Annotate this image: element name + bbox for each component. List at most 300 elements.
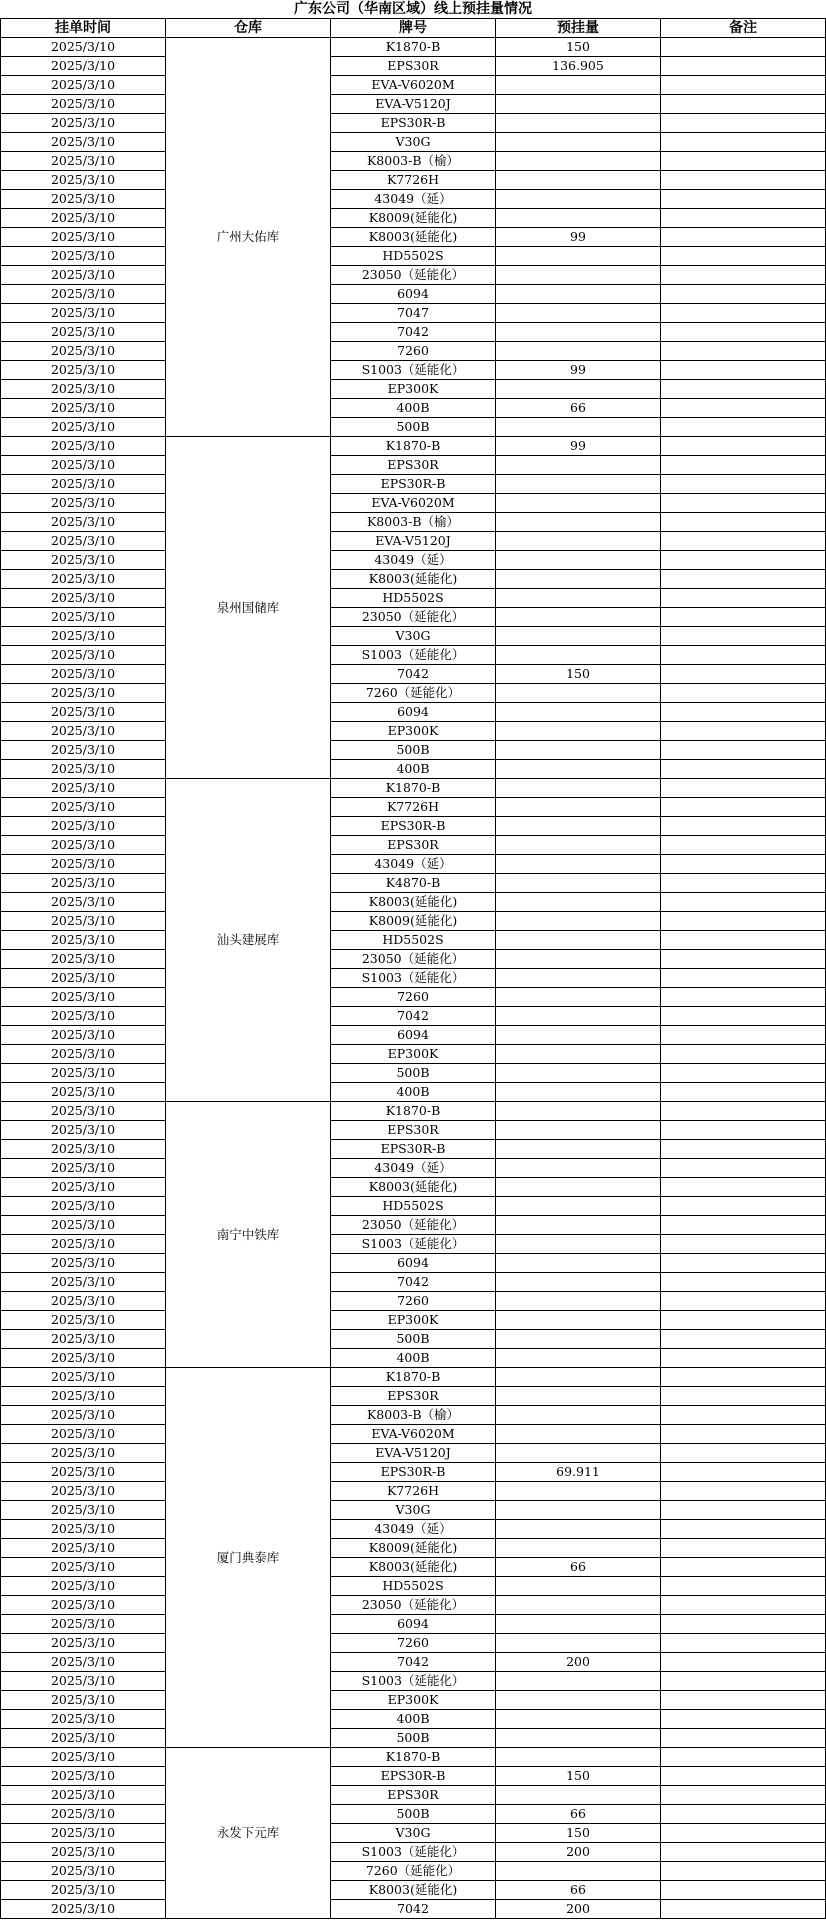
cell-date[interactable]: 2025/3/10 [1, 418, 166, 437]
cell-note[interactable] [661, 1197, 826, 1216]
cell-date[interactable]: 2025/3/10 [1, 950, 166, 969]
cell-grade[interactable]: EPS30R [331, 1786, 496, 1805]
cell-date[interactable]: 2025/3/10 [1, 1349, 166, 1368]
cell-grade[interactable]: 7047 [331, 304, 496, 323]
cell-grade[interactable]: 43049（延） [331, 1159, 496, 1178]
cell-quantity[interactable] [496, 190, 661, 209]
cell-date[interactable]: 2025/3/10 [1, 874, 166, 893]
cell-quantity[interactable] [496, 1121, 661, 1140]
cell-quantity[interactable] [496, 608, 661, 627]
cell-date[interactable]: 2025/3/10 [1, 1159, 166, 1178]
cell-quantity[interactable] [496, 304, 661, 323]
cell-date[interactable]: 2025/3/10 [1, 190, 166, 209]
cell-quantity[interactable] [496, 570, 661, 589]
cell-note[interactable] [661, 646, 826, 665]
cell-grade[interactable]: 23050（延能化） [331, 1596, 496, 1615]
cell-quantity[interactable] [496, 1539, 661, 1558]
cell-date[interactable]: 2025/3/10 [1, 76, 166, 95]
cell-grade[interactable]: EVA-V5120J [331, 532, 496, 551]
cell-note[interactable] [661, 684, 826, 703]
cell-grade[interactable]: S1003（延能化） [331, 1235, 496, 1254]
cell-note[interactable] [661, 950, 826, 969]
cell-date[interactable]: 2025/3/10 [1, 1482, 166, 1501]
cell-date[interactable]: 2025/3/10 [1, 817, 166, 836]
cell-quantity[interactable] [496, 1311, 661, 1330]
cell-quantity[interactable]: 66 [496, 1805, 661, 1824]
cell-date[interactable]: 2025/3/10 [1, 38, 166, 57]
cell-note[interactable] [661, 1729, 826, 1748]
cell-grade[interactable]: HD5502S [331, 1577, 496, 1596]
cell-note[interactable] [661, 1558, 826, 1577]
cell-date[interactable]: 2025/3/10 [1, 1121, 166, 1140]
cell-grade[interactable]: 6094 [331, 1254, 496, 1273]
cell-grade[interactable]: K8009(延能化) [331, 1539, 496, 1558]
cell-note[interactable] [661, 456, 826, 475]
cell-date[interactable]: 2025/3/10 [1, 1387, 166, 1406]
cell-grade[interactable]: 23050（延能化） [331, 608, 496, 627]
cell-note[interactable] [661, 1425, 826, 1444]
cell-note[interactable] [661, 361, 826, 380]
cell-warehouse[interactable]: 厦门典泰库 [166, 1368, 331, 1748]
cell-grade[interactable]: 7260 [331, 1292, 496, 1311]
cell-grade[interactable]: V30G [331, 1501, 496, 1520]
cell-grade[interactable]: 7042 [331, 1653, 496, 1672]
cell-grade[interactable]: K1870-B [331, 1368, 496, 1387]
cell-grade[interactable]: K8003(延能化) [331, 1558, 496, 1577]
cell-grade[interactable]: 7260 [331, 342, 496, 361]
cell-grade[interactable]: K7726H [331, 798, 496, 817]
cell-quantity[interactable] [496, 1178, 661, 1197]
cell-grade[interactable]: S1003（延能化） [331, 1672, 496, 1691]
cell-grade[interactable]: 6094 [331, 1026, 496, 1045]
cell-grade[interactable]: K8003-B（榆） [331, 1406, 496, 1425]
cell-note[interactable] [661, 988, 826, 1007]
cell-note[interactable] [661, 1254, 826, 1273]
cell-note[interactable] [661, 152, 826, 171]
cell-date[interactable]: 2025/3/10 [1, 665, 166, 684]
cell-date[interactable]: 2025/3/10 [1, 342, 166, 361]
cell-quantity[interactable] [496, 817, 661, 836]
cell-note[interactable] [661, 209, 826, 228]
cell-date[interactable]: 2025/3/10 [1, 1577, 166, 1596]
cell-grade[interactable]: EP300K [331, 722, 496, 741]
cell-date[interactable]: 2025/3/10 [1, 1178, 166, 1197]
cell-date[interactable]: 2025/3/10 [1, 1767, 166, 1786]
cell-date[interactable]: 2025/3/10 [1, 1216, 166, 1235]
cell-grade[interactable]: 7260 [331, 1634, 496, 1653]
cell-date[interactable]: 2025/3/10 [1, 1197, 166, 1216]
cell-note[interactable] [661, 1140, 826, 1159]
cell-date[interactable]: 2025/3/10 [1, 209, 166, 228]
cell-grade[interactable]: EPS30R [331, 836, 496, 855]
cell-date[interactable]: 2025/3/10 [1, 1710, 166, 1729]
cell-note[interactable] [661, 266, 826, 285]
cell-grade[interactable]: 500B [331, 1330, 496, 1349]
cell-quantity[interactable]: 150 [496, 1824, 661, 1843]
cell-quantity[interactable]: 200 [496, 1900, 661, 1919]
cell-quantity[interactable]: 66 [496, 1881, 661, 1900]
cell-grade[interactable]: K1870-B [331, 779, 496, 798]
cell-quantity[interactable] [496, 798, 661, 817]
cell-date[interactable]: 2025/3/10 [1, 1406, 166, 1425]
cell-quantity[interactable] [496, 912, 661, 931]
cell-quantity[interactable] [496, 1330, 661, 1349]
cell-grade[interactable]: 43049（延） [331, 190, 496, 209]
cell-quantity[interactable] [496, 95, 661, 114]
cell-note[interactable] [661, 1577, 826, 1596]
cell-quantity[interactable] [496, 1235, 661, 1254]
cell-grade[interactable]: K1870-B [331, 1748, 496, 1767]
cell-note[interactable] [661, 1235, 826, 1254]
cell-note[interactable] [661, 1007, 826, 1026]
cell-date[interactable]: 2025/3/10 [1, 1900, 166, 1919]
cell-grade[interactable]: 43049（延） [331, 551, 496, 570]
cell-date[interactable]: 2025/3/10 [1, 1064, 166, 1083]
cell-quantity[interactable]: 66 [496, 1558, 661, 1577]
cell-quantity[interactable] [496, 1064, 661, 1083]
cell-date[interactable]: 2025/3/10 [1, 532, 166, 551]
cell-date[interactable]: 2025/3/10 [1, 456, 166, 475]
cell-note[interactable] [661, 627, 826, 646]
cell-note[interactable] [661, 418, 826, 437]
cell-quantity[interactable] [496, 532, 661, 551]
cell-date[interactable]: 2025/3/10 [1, 1368, 166, 1387]
cell-grade[interactable]: 23050（延能化） [331, 950, 496, 969]
cell-grade[interactable]: EPS30R-B [331, 1463, 496, 1482]
cell-note[interactable] [661, 114, 826, 133]
cell-grade[interactable]: K8003(延能化) [331, 893, 496, 912]
cell-date[interactable]: 2025/3/10 [1, 152, 166, 171]
cell-quantity[interactable] [496, 1615, 661, 1634]
cell-date[interactable]: 2025/3/10 [1, 760, 166, 779]
cell-grade[interactable]: K8003(延能化) [331, 1881, 496, 1900]
cell-grade[interactable]: 500B [331, 1064, 496, 1083]
cell-grade[interactable]: EVA-V5120J [331, 95, 496, 114]
cell-note[interactable] [661, 304, 826, 323]
cell-grade[interactable]: 400B [331, 760, 496, 779]
cell-date[interactable]: 2025/3/10 [1, 304, 166, 323]
cell-date[interactable]: 2025/3/10 [1, 247, 166, 266]
cell-quantity[interactable] [496, 988, 661, 1007]
cell-quantity[interactable] [496, 1026, 661, 1045]
cell-grade[interactable]: 6094 [331, 1615, 496, 1634]
cell-date[interactable]: 2025/3/10 [1, 931, 166, 950]
cell-quantity[interactable] [496, 380, 661, 399]
cell-note[interactable] [661, 1596, 826, 1615]
cell-date[interactable]: 2025/3/10 [1, 1140, 166, 1159]
cell-grade[interactable]: EPS30R-B [331, 1140, 496, 1159]
cell-date[interactable]: 2025/3/10 [1, 988, 166, 1007]
cell-quantity[interactable] [496, 1672, 661, 1691]
cell-note[interactable] [661, 380, 826, 399]
cell-quantity[interactable] [496, 1273, 661, 1292]
cell-grade[interactable]: EPS30R [331, 1387, 496, 1406]
cell-note[interactable] [661, 1805, 826, 1824]
cell-quantity[interactable] [496, 247, 661, 266]
cell-quantity[interactable] [496, 1425, 661, 1444]
cell-date[interactable]: 2025/3/10 [1, 114, 166, 133]
cell-grade[interactable]: K8003(延能化) [331, 228, 496, 247]
cell-note[interactable] [661, 133, 826, 152]
cell-note[interactable] [661, 1786, 826, 1805]
cell-grade[interactable]: K1870-B [331, 1102, 496, 1121]
cell-grade[interactable]: K8009(延能化) [331, 209, 496, 228]
cell-quantity[interactable] [496, 171, 661, 190]
cell-grade[interactable]: HD5502S [331, 589, 496, 608]
cell-note[interactable] [661, 589, 826, 608]
cell-grade[interactable]: K8009(延能化) [331, 912, 496, 931]
header-date[interactable]: 挂单时间 [1, 19, 166, 38]
cell-note[interactable] [661, 1083, 826, 1102]
cell-date[interactable]: 2025/3/10 [1, 1425, 166, 1444]
cell-note[interactable] [661, 1862, 826, 1881]
cell-note[interactable] [661, 1387, 826, 1406]
cell-date[interactable]: 2025/3/10 [1, 608, 166, 627]
cell-note[interactable] [661, 1482, 826, 1501]
cell-grade[interactable]: HD5502S [331, 1197, 496, 1216]
cell-grade[interactable]: S1003（延能化） [331, 969, 496, 988]
cell-grade[interactable]: EVA-V5120J [331, 1444, 496, 1463]
cell-grade[interactable]: S1003（延能化） [331, 1843, 496, 1862]
cell-note[interactable] [661, 912, 826, 931]
cell-date[interactable]: 2025/3/10 [1, 893, 166, 912]
cell-grade[interactable]: 400B [331, 399, 496, 418]
cell-quantity[interactable]: 99 [496, 228, 661, 247]
cell-grade[interactable]: K8003(延能化) [331, 570, 496, 589]
cell-note[interactable] [661, 1368, 826, 1387]
cell-date[interactable]: 2025/3/10 [1, 285, 166, 304]
cell-quantity[interactable] [496, 703, 661, 722]
cell-note[interactable] [661, 703, 826, 722]
cell-date[interactable]: 2025/3/10 [1, 1596, 166, 1615]
cell-note[interactable] [661, 1463, 826, 1482]
cell-quantity[interactable]: 150 [496, 665, 661, 684]
cell-note[interactable] [661, 1216, 826, 1235]
cell-grade[interactable]: EP300K [331, 1311, 496, 1330]
cell-note[interactable] [661, 228, 826, 247]
cell-note[interactable] [661, 342, 826, 361]
cell-quantity[interactable] [496, 950, 661, 969]
cell-quantity[interactable] [496, 722, 661, 741]
cell-note[interactable] [661, 38, 826, 57]
cell-date[interactable]: 2025/3/10 [1, 1292, 166, 1311]
cell-quantity[interactable] [496, 1691, 661, 1710]
cell-quantity[interactable] [496, 266, 661, 285]
cell-note[interactable] [661, 741, 826, 760]
cell-date[interactable]: 2025/3/10 [1, 437, 166, 456]
cell-grade[interactable]: EPS30R-B [331, 114, 496, 133]
cell-quantity[interactable]: 150 [496, 38, 661, 57]
cell-date[interactable]: 2025/3/10 [1, 855, 166, 874]
cell-warehouse[interactable]: 广州大佑库 [166, 38, 331, 437]
cell-grade[interactable]: EPS30R [331, 1121, 496, 1140]
cell-date[interactable]: 2025/3/10 [1, 1824, 166, 1843]
cell-quantity[interactable] [496, 76, 661, 95]
cell-note[interactable] [661, 1824, 826, 1843]
cell-grade[interactable]: 7042 [331, 323, 496, 342]
cell-quantity[interactable] [496, 1159, 661, 1178]
cell-date[interactable]: 2025/3/10 [1, 703, 166, 722]
cell-date[interactable]: 2025/3/10 [1, 1520, 166, 1539]
cell-quantity[interactable] [496, 1045, 661, 1064]
cell-quantity[interactable] [496, 456, 661, 475]
cell-grade[interactable]: 400B [331, 1349, 496, 1368]
header-grade[interactable]: 牌号 [331, 19, 496, 38]
cell-grade[interactable]: EVA-V6020M [331, 76, 496, 95]
cell-date[interactable]: 2025/3/10 [1, 551, 166, 570]
cell-quantity[interactable] [496, 1216, 661, 1235]
cell-quantity[interactable] [496, 133, 661, 152]
cell-date[interactable]: 2025/3/10 [1, 1691, 166, 1710]
cell-grade[interactable]: HD5502S [331, 931, 496, 950]
cell-note[interactable] [661, 1501, 826, 1520]
cell-date[interactable]: 2025/3/10 [1, 589, 166, 608]
cell-date[interactable]: 2025/3/10 [1, 1045, 166, 1064]
cell-note[interactable] [661, 1615, 826, 1634]
cell-quantity[interactable]: 69.911 [496, 1463, 661, 1482]
cell-note[interactable] [661, 323, 826, 342]
cell-quantity[interactable] [496, 1596, 661, 1615]
cell-quantity[interactable] [496, 1368, 661, 1387]
cell-grade[interactable]: K8003-B（榆） [331, 513, 496, 532]
cell-note[interactable] [661, 57, 826, 76]
cell-date[interactable]: 2025/3/10 [1, 798, 166, 817]
cell-grade[interactable]: EPS30R [331, 456, 496, 475]
cell-date[interactable]: 2025/3/10 [1, 1330, 166, 1349]
cell-note[interactable] [661, 969, 826, 988]
cell-note[interactable] [661, 513, 826, 532]
cell-note[interactable] [661, 1672, 826, 1691]
cell-grade[interactable]: K7726H [331, 171, 496, 190]
cell-grade[interactable]: K1870-B [331, 437, 496, 456]
cell-date[interactable]: 2025/3/10 [1, 1881, 166, 1900]
cell-note[interactable] [661, 1881, 826, 1900]
cell-note[interactable] [661, 1159, 826, 1178]
cell-date[interactable]: 2025/3/10 [1, 1786, 166, 1805]
cell-grade[interactable]: 500B [331, 741, 496, 760]
cell-grade[interactable]: K8003-B（榆） [331, 152, 496, 171]
cell-date[interactable]: 2025/3/10 [1, 646, 166, 665]
cell-date[interactable]: 2025/3/10 [1, 969, 166, 988]
cell-quantity[interactable] [496, 1729, 661, 1748]
cell-quantity[interactable] [496, 1387, 661, 1406]
cell-note[interactable] [661, 1843, 826, 1862]
cell-date[interactable]: 2025/3/10 [1, 836, 166, 855]
cell-note[interactable] [661, 399, 826, 418]
cell-quantity[interactable] [496, 1786, 661, 1805]
cell-grade[interactable]: 500B [331, 1805, 496, 1824]
cell-note[interactable] [661, 171, 826, 190]
cell-date[interactable]: 2025/3/10 [1, 1615, 166, 1634]
cell-date[interactable]: 2025/3/10 [1, 399, 166, 418]
cell-note[interactable] [661, 1406, 826, 1425]
cell-grade[interactable]: S1003（延能化） [331, 646, 496, 665]
cell-grade[interactable]: V30G [331, 1824, 496, 1843]
header-note[interactable]: 备注 [661, 19, 826, 38]
cell-note[interactable] [661, 551, 826, 570]
cell-date[interactable]: 2025/3/10 [1, 912, 166, 931]
cell-grade[interactable]: K4870-B [331, 874, 496, 893]
cell-date[interactable]: 2025/3/10 [1, 475, 166, 494]
cell-date[interactable]: 2025/3/10 [1, 1235, 166, 1254]
cell-warehouse[interactable]: 永发下元库 [166, 1748, 331, 1919]
cell-date[interactable]: 2025/3/10 [1, 1311, 166, 1330]
cell-quantity[interactable] [496, 646, 661, 665]
cell-note[interactable] [661, 665, 826, 684]
cell-quantity[interactable] [496, 285, 661, 304]
cell-date[interactable]: 2025/3/10 [1, 361, 166, 380]
cell-quantity[interactable]: 136.905 [496, 57, 661, 76]
cell-quantity[interactable] [496, 760, 661, 779]
cell-note[interactable] [661, 1102, 826, 1121]
cell-note[interactable] [661, 1520, 826, 1539]
cell-note[interactable] [661, 570, 826, 589]
cell-grade[interactable]: 6094 [331, 285, 496, 304]
cell-quantity[interactable] [496, 627, 661, 646]
cell-note[interactable] [661, 285, 826, 304]
cell-date[interactable]: 2025/3/10 [1, 1463, 166, 1482]
cell-date[interactable]: 2025/3/10 [1, 779, 166, 798]
cell-date[interactable]: 2025/3/10 [1, 722, 166, 741]
cell-quantity[interactable] [496, 855, 661, 874]
cell-date[interactable]: 2025/3/10 [1, 494, 166, 513]
cell-grade[interactable]: EPS30R-B [331, 817, 496, 836]
cell-date[interactable]: 2025/3/10 [1, 1444, 166, 1463]
cell-grade[interactable]: 7260（延能化） [331, 684, 496, 703]
cell-grade[interactable]: EVA-V6020M [331, 494, 496, 513]
cell-date[interactable]: 2025/3/10 [1, 1729, 166, 1748]
cell-note[interactable] [661, 1767, 826, 1786]
cell-note[interactable] [661, 931, 826, 950]
cell-date[interactable]: 2025/3/10 [1, 1672, 166, 1691]
cell-date[interactable]: 2025/3/10 [1, 1843, 166, 1862]
cell-grade[interactable]: EPS30R-B [331, 475, 496, 494]
cell-quantity[interactable] [496, 1102, 661, 1121]
cell-date[interactable]: 2025/3/10 [1, 1748, 166, 1767]
cell-note[interactable] [661, 1178, 826, 1197]
cell-grade[interactable]: HD5502S [331, 247, 496, 266]
cell-grade[interactable]: EP300K [331, 380, 496, 399]
cell-date[interactable]: 2025/3/10 [1, 1273, 166, 1292]
cell-grade[interactable]: 500B [331, 418, 496, 437]
cell-grade[interactable]: 7042 [331, 1007, 496, 1026]
cell-warehouse[interactable]: 汕头建展库 [166, 779, 331, 1102]
cell-warehouse[interactable]: 泉州国储库 [166, 437, 331, 779]
cell-quantity[interactable] [496, 152, 661, 171]
cell-grade[interactable]: 400B [331, 1083, 496, 1102]
cell-quantity[interactable]: 200 [496, 1843, 661, 1862]
cell-date[interactable]: 2025/3/10 [1, 57, 166, 76]
cell-grade[interactable]: V30G [331, 627, 496, 646]
cell-quantity[interactable] [496, 1710, 661, 1729]
cell-note[interactable] [661, 1311, 826, 1330]
cell-quantity[interactable] [496, 209, 661, 228]
cell-quantity[interactable] [496, 1862, 661, 1881]
cell-date[interactable]: 2025/3/10 [1, 1501, 166, 1520]
cell-date[interactable]: 2025/3/10 [1, 1007, 166, 1026]
cell-date[interactable]: 2025/3/10 [1, 1083, 166, 1102]
cell-quantity[interactable] [496, 1007, 661, 1026]
cell-date[interactable]: 2025/3/10 [1, 1026, 166, 1045]
cell-note[interactable] [661, 874, 826, 893]
cell-date[interactable]: 2025/3/10 [1, 95, 166, 114]
cell-note[interactable] [661, 722, 826, 741]
cell-quantity[interactable] [496, 1292, 661, 1311]
cell-grade[interactable]: K8003(延能化) [331, 1178, 496, 1197]
cell-note[interactable] [661, 494, 826, 513]
cell-quantity[interactable] [496, 342, 661, 361]
cell-quantity[interactable] [496, 418, 661, 437]
